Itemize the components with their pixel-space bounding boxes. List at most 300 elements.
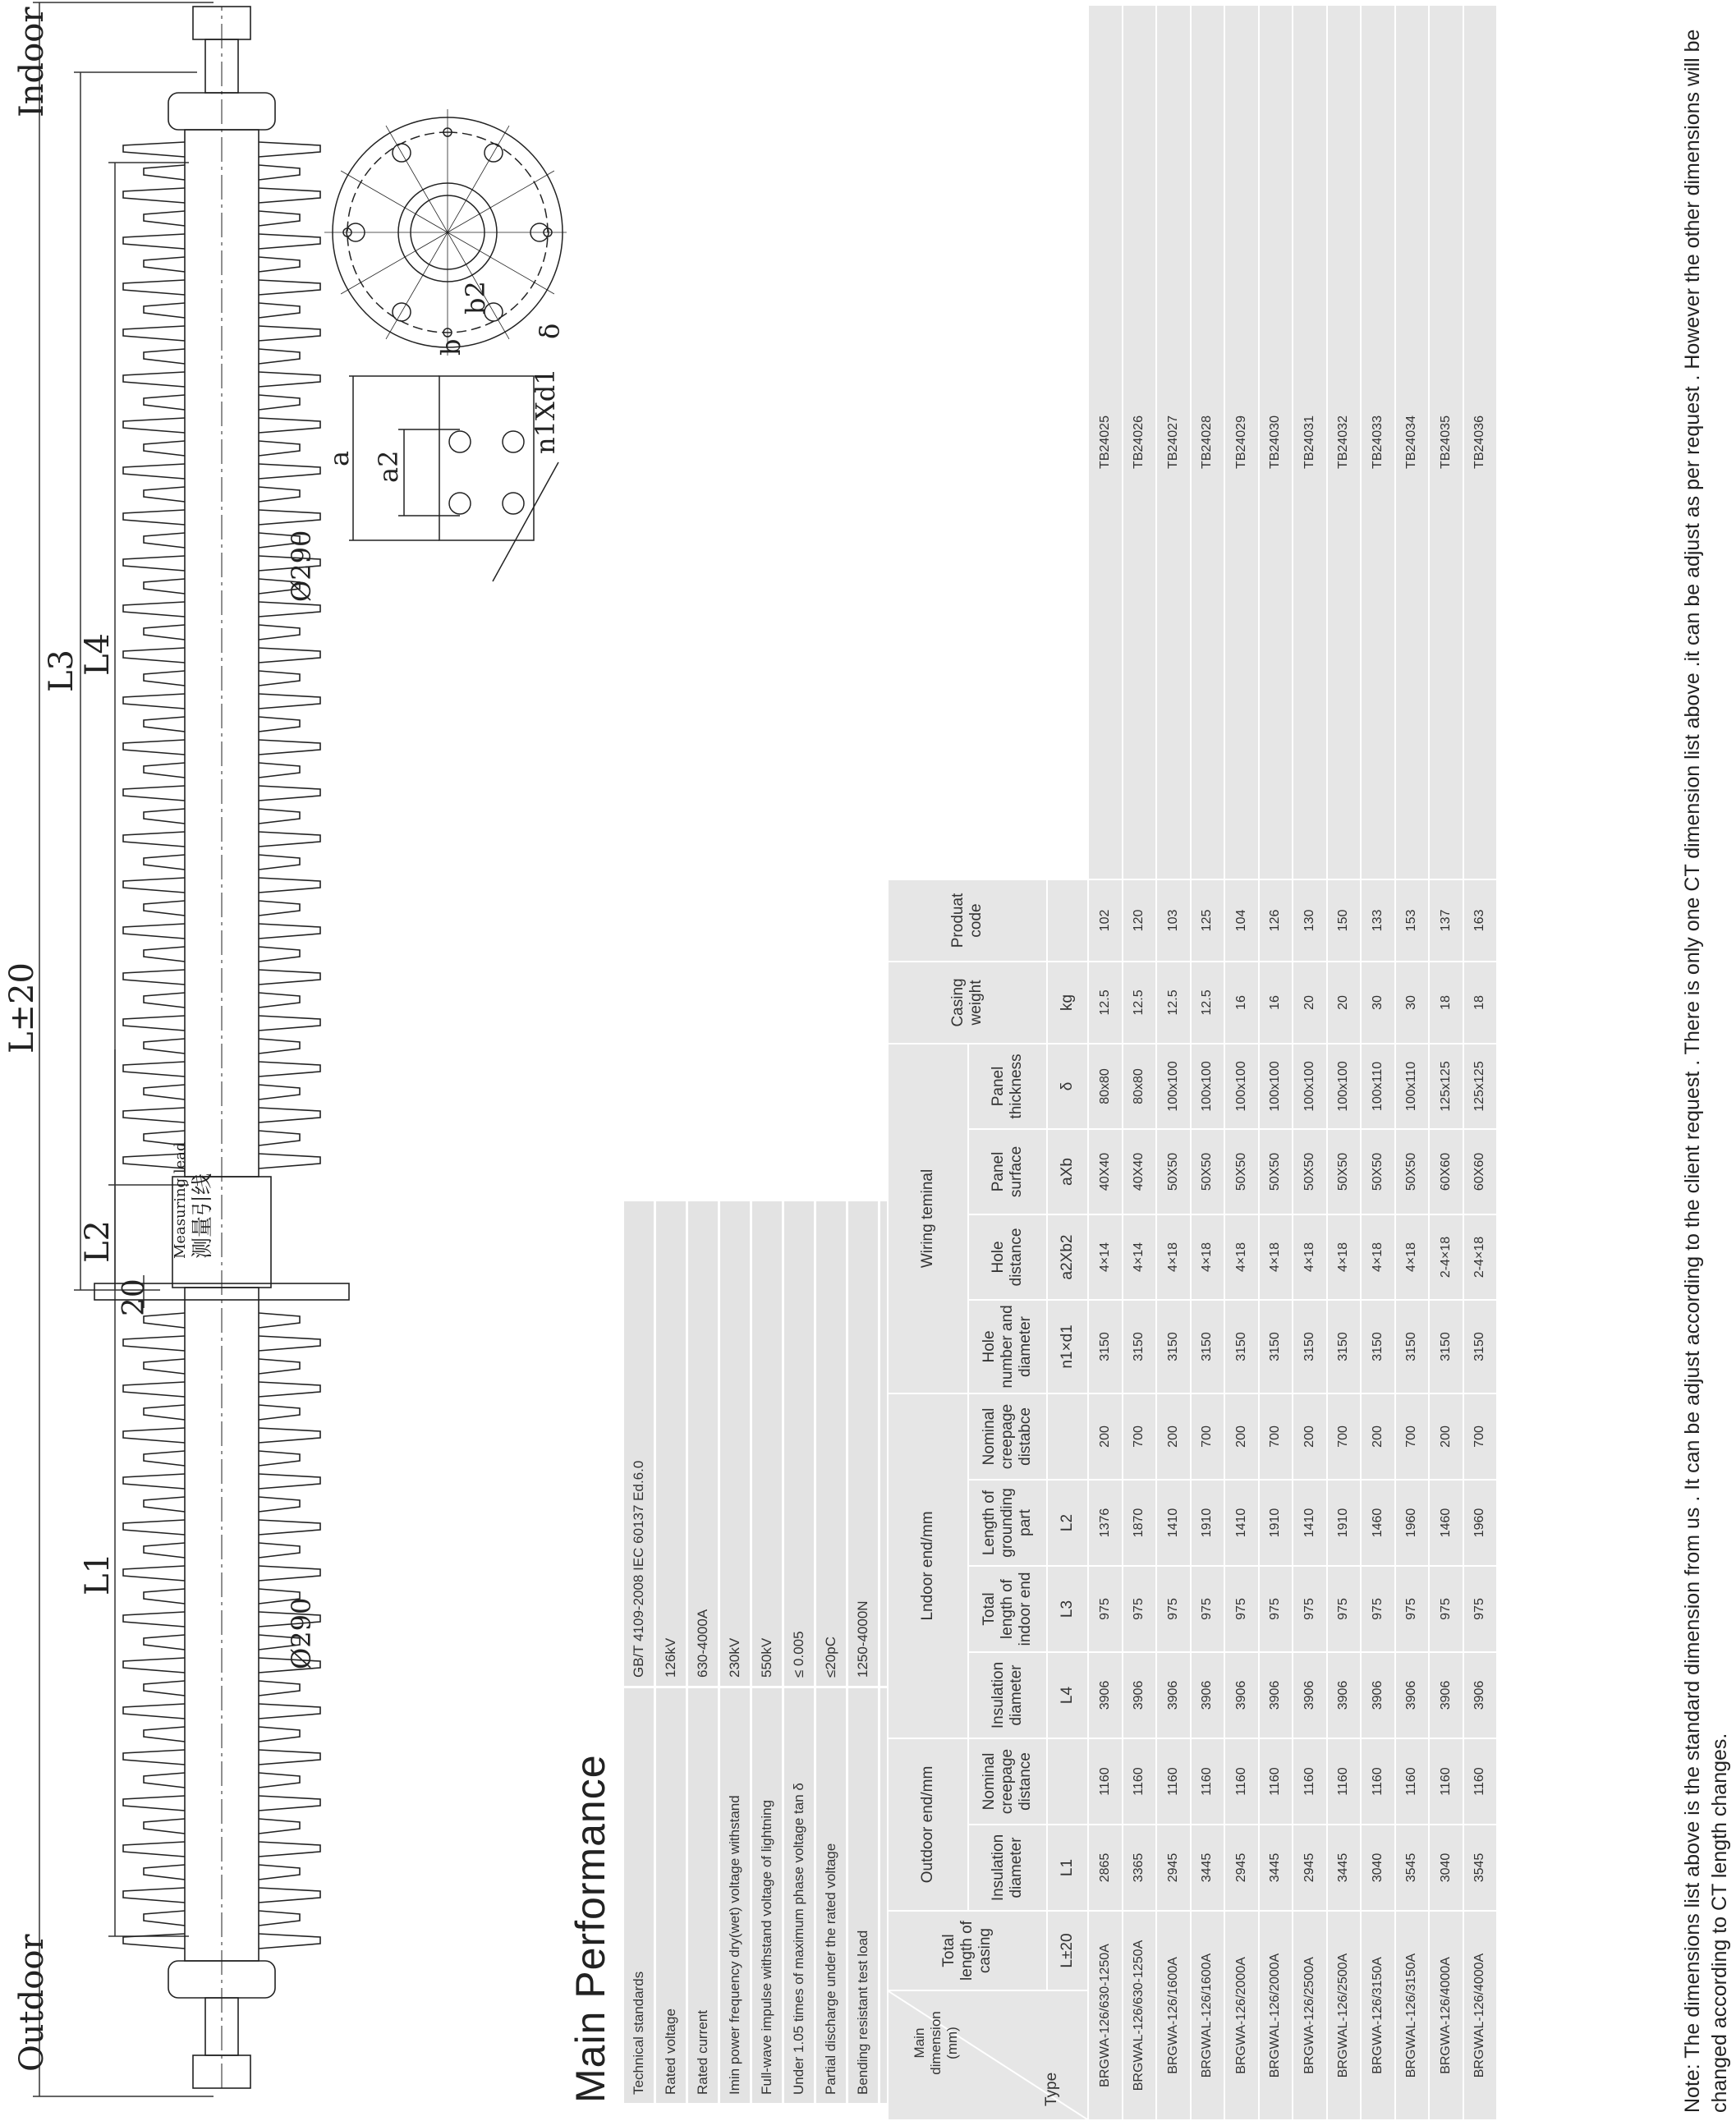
table-cell: 1460: [1361, 1480, 1395, 1566]
type-cell: BRGWA-126/1600A: [1156, 1911, 1191, 2120]
shed-indoor-bottom: [259, 855, 300, 870]
table-cell: 125x125: [1463, 1044, 1498, 1129]
corner-main-dimension: Main dimension (mm): [912, 2011, 960, 2075]
th-hole-dist: Hole distance: [968, 1214, 1047, 1300]
shed-outdoor-top: [144, 1589, 185, 1604]
shed-outdoor-bottom: [259, 1451, 300, 1466]
shed-indoor-bottom: [259, 717, 300, 732]
th-panel-thick: Panel thickness: [968, 1044, 1047, 1129]
performance-title: Main Performance: [567, 1754, 613, 2103]
table-cell: 3906: [1361, 1652, 1395, 1738]
table-row: [1463, 5, 1498, 2120]
shed-indoor-top: [144, 901, 185, 916]
shed-indoor-bottom: [259, 671, 300, 686]
shed-outdoor-bottom: [259, 1704, 320, 1719]
shed-indoor-bottom: [259, 211, 300, 226]
table-cell: 40X40: [1088, 1129, 1123, 1214]
unit-code: [1047, 879, 1088, 962]
performance-value: ≤20pC: [816, 1201, 846, 1686]
table-cell: 120: [1123, 879, 1157, 962]
table-cell: 1910: [1191, 1480, 1225, 1566]
table-cell: 1160: [1429, 1738, 1463, 1825]
performance-row: [752, 1201, 782, 2103]
type-cell: BRGWAL-126/4000A: [1463, 1911, 1498, 2120]
table-cell: 700: [1395, 1393, 1430, 1480]
shed-indoor-top: [123, 326, 185, 341]
table-cell: 100x110: [1395, 1044, 1430, 1129]
shed-outdoor-top: [123, 1842, 185, 1857]
table-cell: 50X50: [1224, 1129, 1259, 1214]
table-cell: 80x80: [1088, 1044, 1123, 1129]
table-cell: 200: [1361, 1393, 1395, 1480]
table-row: [1123, 5, 1157, 2120]
unit-weight: kg: [1047, 962, 1088, 1044]
type-cell: BRGWAL-126/1600A: [1191, 1911, 1225, 2120]
table-cell: 1160: [1259, 1738, 1293, 1825]
shed-outdoor-top: [144, 1543, 185, 1558]
shed-indoor-top: [123, 464, 185, 479]
shed-indoor-bottom: [259, 510, 320, 525]
table-cell: 4×18: [1156, 1214, 1191, 1300]
table-cell: 4×18: [1327, 1214, 1362, 1300]
table-cell: 50X50: [1156, 1129, 1191, 1214]
shed-indoor-bottom: [259, 303, 300, 318]
label-terminal-delta: δ: [534, 323, 565, 339]
th-in-total: Total length of indoor end: [968, 1566, 1047, 1652]
shed-indoor-top: [144, 395, 185, 410]
shed-outdoor-top: [144, 1773, 185, 1788]
label-terminal-a: a: [324, 450, 355, 466]
label-l2: L2: [79, 1219, 117, 1263]
table-cell: 700: [1191, 1393, 1225, 1480]
shed-indoor-top: [144, 671, 185, 686]
table-cell: 1960: [1395, 1480, 1430, 1566]
shed-indoor-top: [123, 556, 185, 571]
table-cell: 3150: [1156, 1300, 1191, 1393]
shed-indoor-bottom: [259, 970, 320, 985]
performance-key: Bending resistant test load: [848, 1686, 878, 2103]
table-cell: TB24035: [1429, 5, 1463, 879]
table-cell: 16: [1224, 962, 1259, 1044]
shed-indoor-top: [123, 694, 185, 709]
table-cell: 137: [1429, 879, 1463, 962]
shed-indoor-top: [123, 188, 185, 203]
shed-indoor-top: [144, 625, 185, 640]
table-cell: TB24032: [1327, 5, 1362, 879]
performance-value: ≤ 0.005: [784, 1201, 814, 1686]
type-cell: BRGWAL-126/2500A: [1327, 1911, 1362, 2120]
table-cell: 3150: [1224, 1300, 1259, 1393]
table-cell: 50X50: [1361, 1129, 1395, 1214]
table-cell: TB24025: [1088, 5, 1123, 879]
shed-indoor-bottom: [259, 809, 300, 824]
label-l-total: L±20: [3, 962, 41, 1054]
shed-outdoor-top: [144, 1681, 185, 1696]
table-cell: 4×18: [1224, 1214, 1259, 1300]
shed-indoor-bottom: [259, 1085, 300, 1100]
table-cell: 200: [1429, 1393, 1463, 1480]
shed-indoor-bottom: [259, 648, 320, 663]
shed-indoor-bottom: [259, 464, 320, 479]
shed-indoor-top: [123, 648, 185, 663]
table-cell: 100x100: [1191, 1044, 1225, 1129]
table-cell: TB24028: [1191, 5, 1225, 879]
table-cell: 30: [1395, 962, 1430, 1044]
table-cell: 12.5: [1156, 962, 1191, 1044]
performance-key: Technical standards: [624, 1686, 654, 2103]
shed-outdoor-top: [123, 1796, 185, 1811]
shed-indoor-bottom: [259, 441, 300, 456]
table-cell: 126: [1259, 879, 1293, 962]
th-in-ground: Length of grounding part: [968, 1480, 1047, 1566]
unit-in-total: L3: [1047, 1566, 1088, 1652]
performance-key: Under 1.05 times of maximum phase voltage tan δ: [784, 1686, 814, 2103]
unit-panel-surf: aXb: [1047, 1129, 1088, 1214]
table-cell: 18: [1429, 962, 1463, 1044]
table-cell: 975: [1123, 1566, 1157, 1652]
table-cell: 200: [1088, 1393, 1123, 1480]
table-cell: 2945: [1156, 1825, 1191, 1911]
performance-value: 126kV: [656, 1201, 686, 1686]
performance-table: [622, 1201, 912, 2103]
shed-indoor-top: [123, 142, 185, 157]
table-row: [1191, 5, 1225, 2120]
shed-indoor-top: [123, 924, 185, 939]
shed-indoor-top: [144, 809, 185, 824]
table-cell: 100x110: [1361, 1044, 1395, 1129]
th-outdoor-group: Outdoor end/mm: [888, 1738, 968, 1911]
table-cell: 20: [1327, 962, 1362, 1044]
type-cell: BRGWA-126/4000A: [1429, 1911, 1463, 2120]
table-cell: TB24027: [1156, 5, 1191, 879]
table-row: [1088, 5, 1123, 2120]
shed-outdoor-top: [123, 1612, 185, 1627]
table-cell: 3150: [1259, 1300, 1293, 1393]
table-cell: 3545: [1395, 1825, 1430, 1911]
performance-row: [656, 1201, 686, 2103]
shed-indoor-bottom: [259, 625, 300, 640]
performance-value: 630-4000A: [688, 1201, 718, 1686]
label-l1: L1: [79, 1552, 117, 1595]
shed-indoor-bottom: [259, 993, 300, 1008]
table-cell: 150: [1327, 879, 1362, 962]
table-cell: 1160: [1361, 1738, 1395, 1825]
shed-indoor-top: [144, 717, 185, 732]
shed-outdoor-bottom: [259, 1773, 300, 1788]
shed-indoor-top: [144, 441, 185, 456]
shed-indoor-top: [123, 418, 185, 433]
table-cell: 102: [1088, 879, 1123, 962]
table-cell: 4×18: [1293, 1214, 1327, 1300]
th-hole-num: Hole number and diameter: [968, 1300, 1047, 1393]
shed-indoor-top: [144, 349, 185, 364]
shed-outdoor-bottom: [259, 1566, 320, 1581]
shed-indoor-top: [144, 487, 185, 502]
shed-indoor-top: [144, 211, 185, 226]
shed-indoor-top: [144, 1085, 185, 1100]
table-row: [1259, 5, 1293, 2120]
table-cell: 975: [1156, 1566, 1191, 1652]
table-cell: 4×18: [1361, 1214, 1395, 1300]
shed-outdoor-top: [123, 1382, 185, 1397]
shed-outdoor-top: [123, 1566, 185, 1581]
table-cell: 133: [1361, 879, 1395, 962]
table-cell: 200: [1156, 1393, 1191, 1480]
th-out-ins: Insulation diameter: [968, 1825, 1047, 1911]
performance-key: Imin power frequency dry(wet) voltage withstand: [720, 1686, 750, 2103]
shed-indoor-top: [144, 579, 185, 594]
table-cell: 100x100: [1224, 1044, 1259, 1129]
performance-value: 1250-4000N: [848, 1201, 878, 1686]
table-cell: 4×18: [1395, 1214, 1430, 1300]
table-cell: 30: [1361, 962, 1395, 1044]
table-cell: 2-4×18: [1463, 1214, 1498, 1300]
shed-indoor-top: [123, 510, 185, 525]
table-cell: 700: [1259, 1393, 1293, 1480]
shed-indoor-bottom: [259, 165, 300, 180]
table-row: [1429, 5, 1463, 2120]
label-gap20: 20: [117, 1279, 151, 1316]
performance-row: [784, 1201, 814, 2103]
label-dia290-left: Ø290: [286, 1597, 317, 1669]
table-cell: 3150: [1191, 1300, 1225, 1393]
shed-outdoor-top: [144, 1405, 185, 1420]
shed-outdoor-bottom: [259, 1727, 300, 1742]
table-cell: 3150: [1361, 1300, 1395, 1393]
table-cell: 3150: [1429, 1300, 1463, 1393]
table-cell: 3445: [1259, 1825, 1293, 1911]
shed-outdoor-top: [144, 1451, 185, 1466]
shed-outdoor-bottom: [259, 1382, 320, 1397]
shed-outdoor-top: [144, 1635, 185, 1650]
type-cell: BRGWA-126/630-1250A: [1088, 1911, 1123, 2120]
performance-value: GB/T 4109-2008 IEC 60137 Ed.6.0: [624, 1201, 654, 1686]
type-cell: BRGWA-126/3150A: [1361, 1911, 1395, 2120]
table-cell: 125x125: [1429, 1044, 1463, 1129]
performance-key: Partial discharge under the rated voltage: [816, 1686, 846, 2103]
shed-outdoor-bottom: [259, 1359, 300, 1374]
table-cell: 2-4×18: [1429, 1214, 1463, 1300]
shed-indoor-bottom: [259, 878, 320, 893]
table-cell: 1410: [1293, 1480, 1327, 1566]
shed-indoor-bottom: [259, 1108, 320, 1122]
table-cell: 18: [1463, 962, 1498, 1044]
shed-indoor-bottom: [259, 694, 320, 709]
table-row: [1293, 5, 1327, 2120]
table-cell: 12.5: [1088, 962, 1123, 1044]
shed-indoor-bottom: [259, 234, 320, 249]
shed-outdoor-bottom: [259, 1911, 300, 1926]
shed-outdoor-bottom: [259, 1405, 300, 1420]
table-cell: 130: [1293, 879, 1327, 962]
performance-key: Full-wave impulse withstand voltage of lightning: [752, 1686, 782, 2103]
shed-outdoor-bottom: [259, 1474, 320, 1489]
table-cell: 1376: [1088, 1480, 1123, 1566]
table-cell: 1910: [1259, 1480, 1293, 1566]
table-cell: TB24026: [1123, 5, 1157, 879]
label-terminal-n1d1: n1Xd1: [530, 368, 561, 454]
table-cell: 3906: [1191, 1652, 1225, 1738]
th-out-creep: Nominal creepage distance: [968, 1738, 1047, 1825]
shed-outdoor-top: [123, 1704, 185, 1719]
label-l4: L4: [79, 632, 117, 676]
table-cell: 163: [1463, 879, 1498, 962]
table-cell: 975: [1191, 1566, 1225, 1652]
shed-indoor-top: [123, 832, 185, 847]
shed-indoor-top: [123, 1016, 185, 1031]
shed-outdoor-top: [123, 1888, 185, 1903]
shed-outdoor-bottom: [259, 1336, 320, 1351]
table-cell: 100x100: [1327, 1044, 1362, 1129]
shed-indoor-bottom: [259, 1062, 320, 1077]
shed-indoor-bottom: [259, 1039, 300, 1054]
shed-outdoor-top: [144, 1727, 185, 1742]
table-cell: 100x100: [1156, 1044, 1191, 1129]
shed-outdoor-bottom: [259, 1842, 320, 1857]
table-cell: 975: [1327, 1566, 1362, 1652]
shed-indoor-top: [144, 303, 185, 318]
performance-row: [624, 1201, 654, 2103]
performance-key: Rated current: [688, 1686, 718, 2103]
table-cell: 1160: [1327, 1738, 1362, 1825]
shed-indoor-top: [123, 970, 185, 985]
table-cell: 1870: [1123, 1480, 1157, 1566]
table-cell: 3906: [1259, 1652, 1293, 1738]
label-outdoor: Outdoor: [13, 1934, 51, 2072]
shed-outdoor-top: [144, 1911, 185, 1926]
table-cell: 1160: [1156, 1738, 1191, 1825]
shed-indoor-top: [144, 1039, 185, 1054]
performance-value: 230kV: [720, 1201, 750, 1686]
shed-outdoor-bottom: [259, 1796, 320, 1811]
shed-indoor-top: [123, 280, 185, 295]
shed-indoor-top: [123, 372, 185, 387]
shed-indoor-bottom: [259, 1131, 300, 1145]
shed-outdoor-top: [123, 1336, 185, 1351]
shed-indoor-bottom: [259, 372, 320, 387]
shed-outdoor-top: [144, 1497, 185, 1512]
shed-indoor-bottom: [259, 832, 320, 847]
table-cell: 60X60: [1463, 1129, 1498, 1214]
table-cell: 975: [1293, 1566, 1327, 1652]
shed-indoor-bottom: [259, 786, 320, 801]
shed-outdoor-bottom: [259, 1520, 320, 1535]
shed-indoor-top: [144, 763, 185, 778]
label-l3: L3: [43, 649, 80, 692]
shed-indoor-top: [144, 993, 185, 1008]
table-cell: 1160: [1123, 1738, 1157, 1825]
shed-indoor-bottom: [259, 924, 320, 939]
table-row: [1156, 5, 1191, 2120]
shed-outdoor-bottom: [259, 1750, 320, 1765]
type-cell: BRGWA-126/2000A: [1224, 1911, 1259, 2120]
table-cell: 3150: [1088, 1300, 1123, 1393]
unit-hole-dist: a2Xb2: [1047, 1214, 1088, 1300]
shed-indoor-bottom: [259, 901, 300, 916]
table-cell: 4×14: [1088, 1214, 1123, 1300]
table-cell: 1960: [1463, 1480, 1498, 1566]
unit-in-ground: L2: [1047, 1480, 1088, 1566]
shed-indoor-bottom: [259, 257, 300, 272]
performance-value: 550kV: [752, 1201, 782, 1686]
shed-indoor-top: [144, 165, 185, 180]
shed-outdoor-top: [144, 1819, 185, 1834]
shed-outdoor-top: [144, 1865, 185, 1880]
table-cell: 3906: [1224, 1652, 1259, 1738]
th-panel-surf: Panel surface: [968, 1129, 1047, 1214]
table-cell: 975: [1395, 1566, 1430, 1652]
table-cell: 1160: [1224, 1738, 1259, 1825]
table-cell: 103: [1156, 879, 1191, 962]
shed-indoor-bottom: [259, 763, 300, 778]
table-cell: 3906: [1123, 1652, 1157, 1738]
th-product-code: Produat code: [888, 879, 1047, 962]
th-indoor-group: Lndoor end/mm: [888, 1393, 968, 1738]
table-cell: 1410: [1224, 1480, 1259, 1566]
shed-outdoor-bottom: [259, 1888, 320, 1903]
table-cell: 200: [1224, 1393, 1259, 1480]
table-cell: 975: [1429, 1566, 1463, 1652]
shed-indoor-bottom: [259, 142, 320, 157]
shed-indoor-bottom: [259, 602, 320, 617]
unit-panel-thick: δ: [1047, 1044, 1088, 1129]
shed-indoor-bottom: [259, 280, 320, 295]
th-in-creep: Nominal creepage distabce: [968, 1393, 1047, 1480]
performance-row: [816, 1201, 846, 2103]
table-cell: 3365: [1123, 1825, 1157, 1911]
table-cell: 1160: [1191, 1738, 1225, 1825]
type-cell: BRGWAL-126/2000A: [1259, 1911, 1293, 2120]
table-cell: 3150: [1463, 1300, 1498, 1393]
table-cell: 4×18: [1259, 1214, 1293, 1300]
table-cell: TB24030: [1259, 5, 1293, 879]
table-cell: 50X50: [1293, 1129, 1327, 1214]
shed-indoor-top: [123, 878, 185, 893]
shed-outdoor-bottom: [259, 1819, 300, 1834]
table-cell: TB24036: [1463, 5, 1498, 879]
table-cell: 975: [1361, 1566, 1395, 1652]
shed-outdoor-top: [144, 1359, 185, 1374]
table-cell: 1160: [1463, 1738, 1498, 1825]
table-cell: 975: [1224, 1566, 1259, 1652]
label-indoor: Indoor: [13, 7, 51, 117]
table-cell: 975: [1088, 1566, 1123, 1652]
shed-indoor-bottom: [259, 740, 320, 755]
table-cell: 3545: [1463, 1825, 1498, 1911]
table-cell: 2945: [1224, 1825, 1259, 1911]
shed-indoor-top: [123, 602, 185, 617]
table-cell: 60X60: [1429, 1129, 1463, 1214]
table-cell: 50X50: [1327, 1129, 1362, 1214]
shed-indoor-top: [144, 257, 185, 272]
table-cell: 3906: [1088, 1652, 1123, 1738]
table-row: [1361, 5, 1395, 2120]
table-cell: TB24031: [1293, 5, 1327, 879]
table-cell: 3906: [1327, 1652, 1362, 1738]
shed-outdoor-bottom: [259, 1497, 300, 1512]
table-cell: 3150: [1395, 1300, 1430, 1393]
table-cell: 1910: [1327, 1480, 1362, 1566]
shed-outdoor-bottom: [259, 1865, 300, 1880]
table-cell: 1460: [1429, 1480, 1463, 1566]
th-casing-weight: Casing weight: [888, 962, 1047, 1044]
footnote: Note: The dimensions list above is the standard dimension from us . It can be adjust according to the client request . There is only one CT dimension list above .it can be adjust as per request . However the other dimensions will be changed according to CT length changes.: [1681, 29, 1731, 2113]
shed-indoor-top: [123, 1108, 185, 1122]
type-cell: BRGWAL-126/3150A: [1395, 1911, 1430, 2120]
table-cell: 3150: [1293, 1300, 1327, 1393]
shed-outdoor-top: [123, 1520, 185, 1535]
type-cell: BRGWA-126/2500A: [1293, 1911, 1327, 2120]
